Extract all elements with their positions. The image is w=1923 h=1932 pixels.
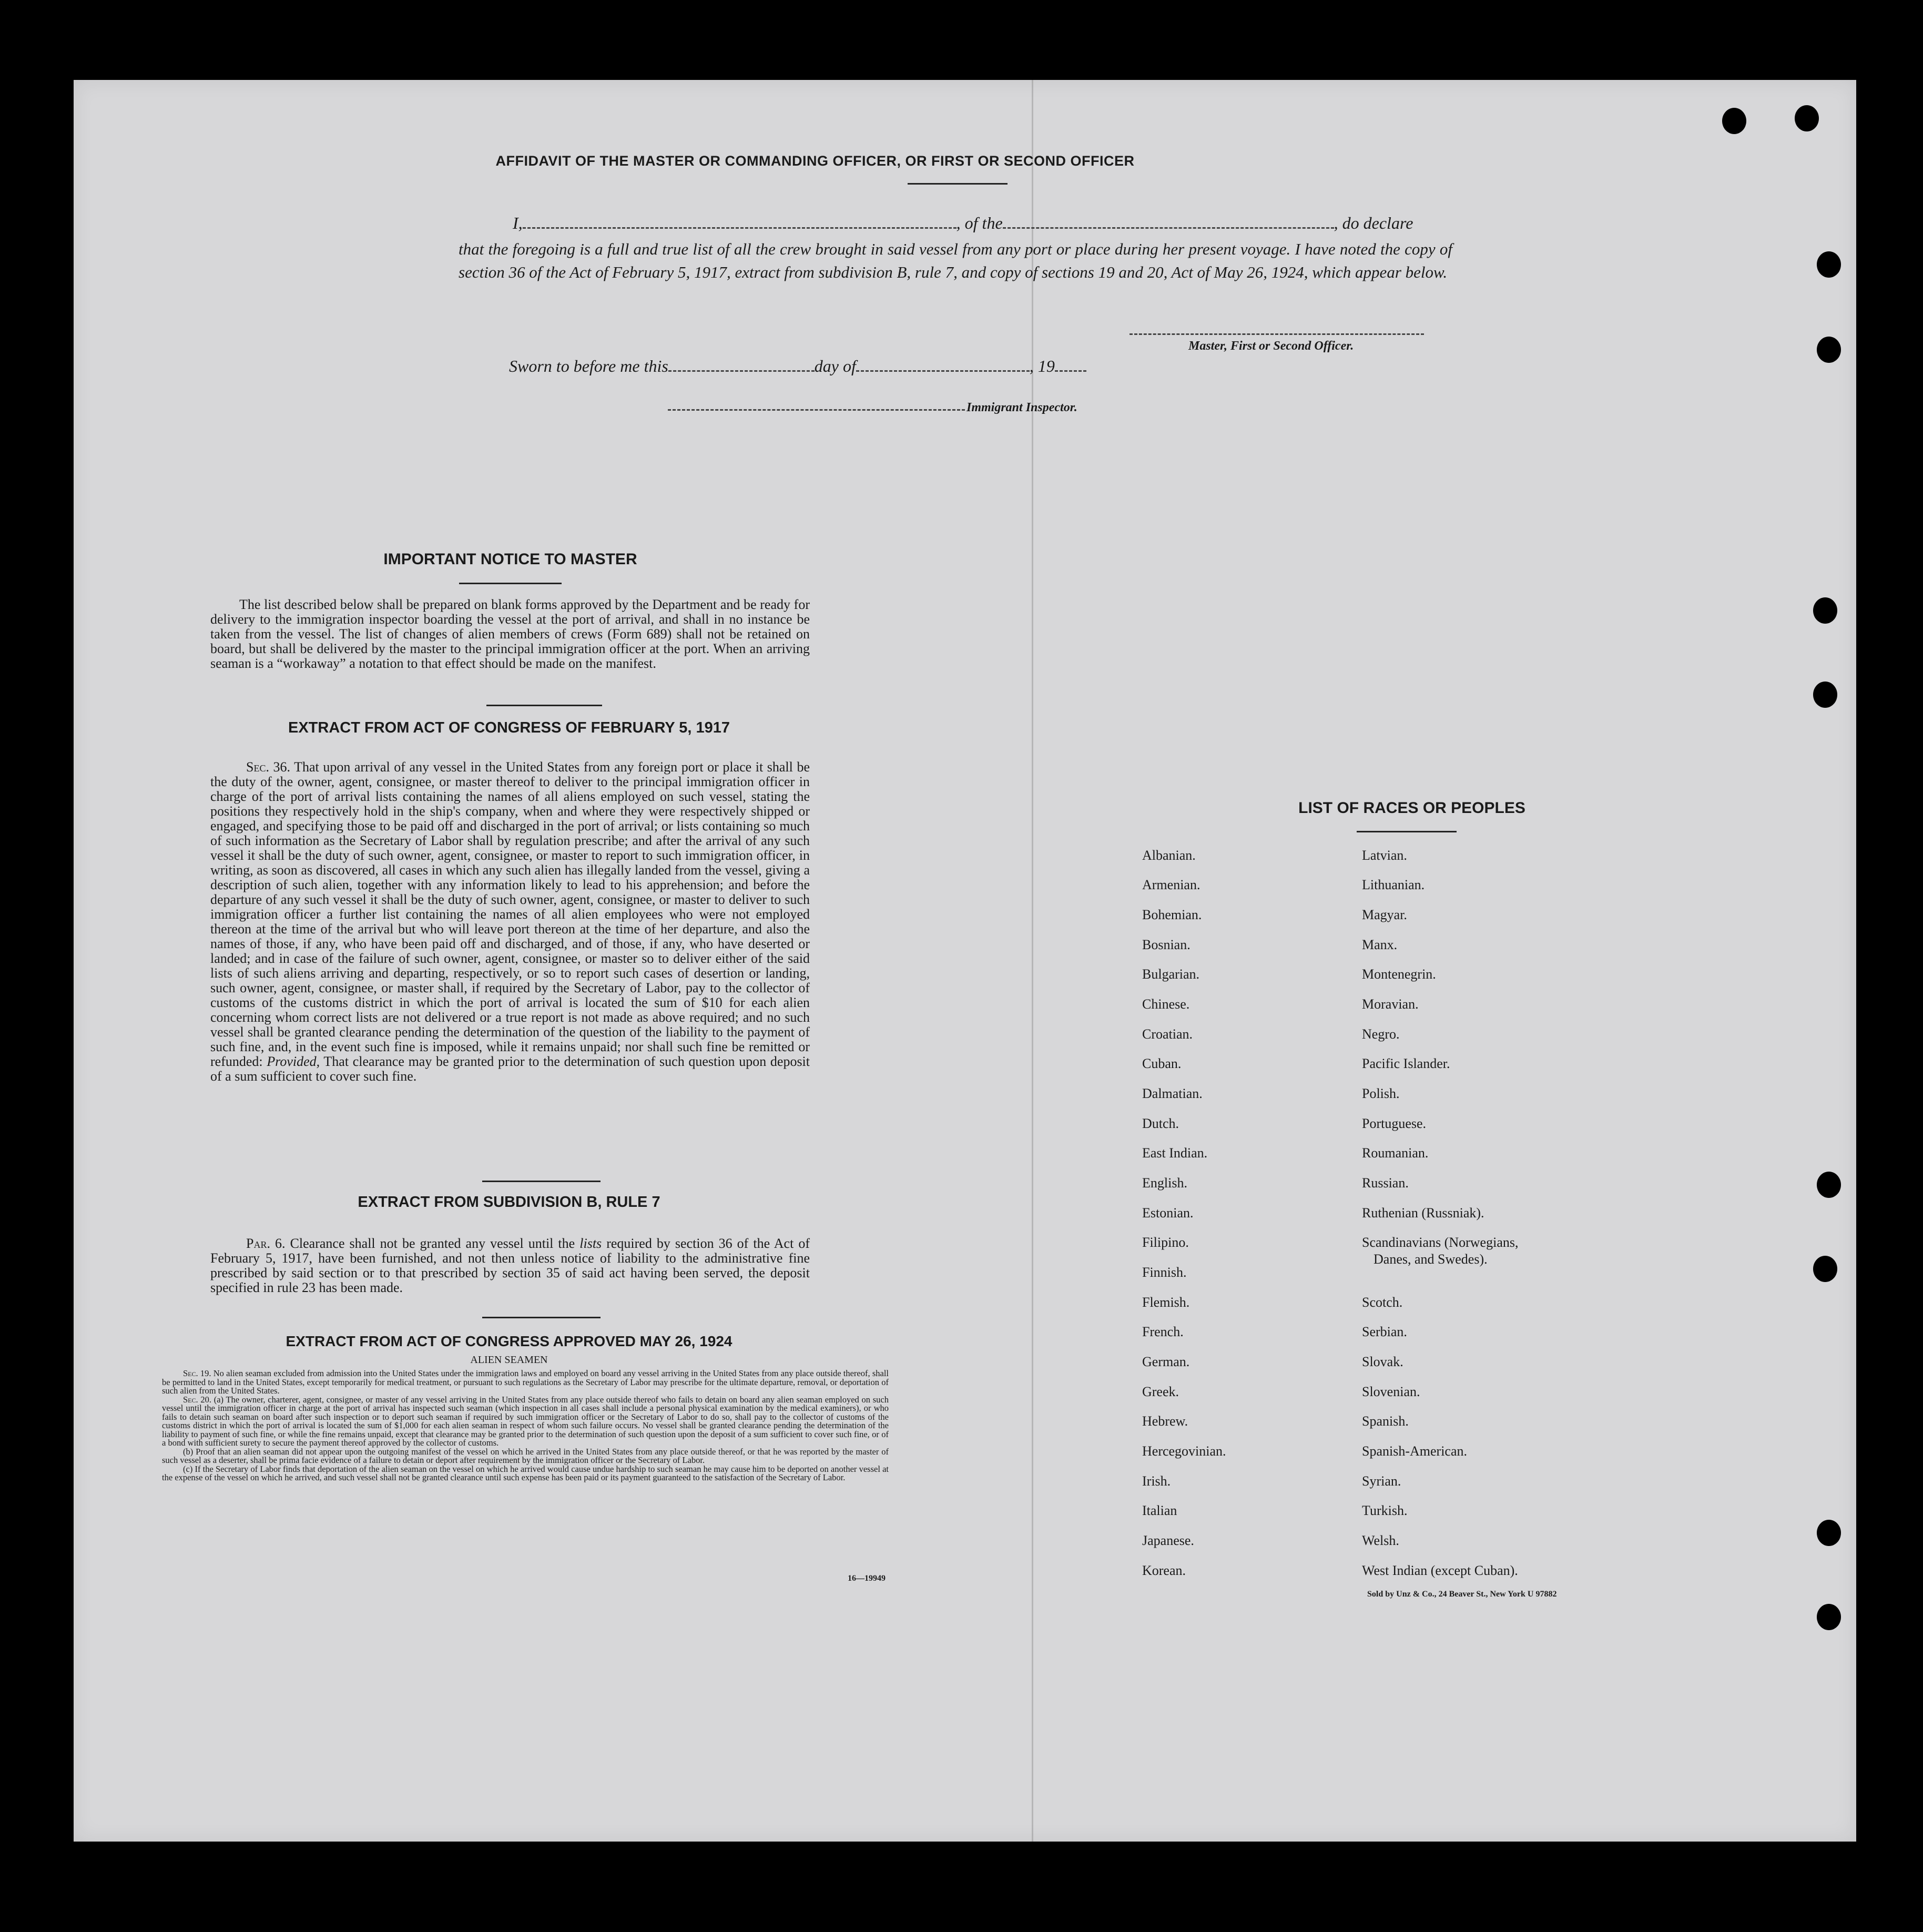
race-item: Dutch.: [1142, 1116, 1179, 1131]
sec-19-label: Sec. 19.: [183, 1368, 211, 1378]
race-item: Greek.: [1142, 1384, 1179, 1399]
race-item: English.: [1142, 1175, 1187, 1191]
race-item: Chinese.: [1142, 996, 1190, 1012]
inspector-label: Immigrant Inspector.: [966, 401, 1077, 414]
rule-7-body: [210, 1236, 810, 1295]
race-item: Japanese.: [1142, 1533, 1194, 1548]
sworn-day-of: day of: [814, 357, 856, 375]
punch-hole: [1817, 1520, 1841, 1546]
race-item: Croatian.: [1142, 1026, 1193, 1042]
sec-19-paragraph: [162, 1369, 889, 1396]
race-item: Armenian.: [1142, 877, 1200, 892]
race-item: Finnish.: [1142, 1265, 1187, 1280]
sec-20a-paragraph: [162, 1396, 889, 1448]
extract-1917-title: EXTRACT FROM ACT OF CONGRESS OF FEBRUARY 5, 1917: [288, 719, 730, 736]
extract-1924-body: [162, 1369, 889, 1482]
race-item: Montenegrin.: [1362, 967, 1436, 982]
affidavit-body: that the foregoing is a full and true list of all the crew brought in said vessel from any port or place during her present voyage. I have noted the copy of section 36 of the Act of February 5, 1917, extract from subdivision B, rule 7, and copy of sections 19 and 20, Act of May 26, 1924, which appear below.: [459, 240, 1452, 281]
race-item: West Indian (except Cuban).: [1362, 1563, 1518, 1578]
punch-hole: [1813, 682, 1837, 708]
affidavit-declare: , do declare: [1334, 213, 1413, 232]
affidavit-of-the: , of the: [956, 213, 1003, 232]
race-item: Russian.: [1362, 1175, 1409, 1191]
punch-hole: [1813, 597, 1837, 624]
race-item: Dalmatian.: [1142, 1086, 1203, 1101]
race-item: Latvian.: [1362, 848, 1407, 863]
race-item: Danes, and Swedes).: [1373, 1252, 1488, 1267]
race-item: German.: [1142, 1354, 1190, 1369]
sec-36-label: Sec. 36.: [246, 759, 291, 775]
race-item: Irish.: [1142, 1473, 1171, 1489]
extract-1924-title: EXTRACT FROM ACT OF CONGRESS APPROVED MAY 26, 1924: [286, 1333, 732, 1349]
race-item: Syrian.: [1362, 1473, 1401, 1489]
signature-line: [1130, 333, 1424, 335]
punch-hole: [1795, 105, 1819, 131]
race-item: Negro.: [1362, 1026, 1400, 1042]
race-item: Slovenian.: [1362, 1384, 1420, 1399]
punch-hole: [1813, 1256, 1837, 1282]
race-item: Korean.: [1142, 1563, 1186, 1578]
race-item: French.: [1142, 1324, 1184, 1339]
race-item: Pacific Islander.: [1362, 1056, 1450, 1071]
races-title: LIST OF RACES OR PEOPLES: [1298, 799, 1525, 817]
race-item: Flemish.: [1142, 1295, 1190, 1310]
sec-20b-paragraph: (b) Proof that an alien seaman did not appear upon the outgoing manifest of the vessel on which he arrived in the United States from any place outside thereof, or that he was reported by the master of such vessel as a deserter, shall be prima facie evidence of a failure to detain or deport after requirement by the immigration officer or the Secretary of Labor.: [162, 1446, 889, 1465]
race-item: Turkish.: [1362, 1503, 1408, 1518]
race-item: Manx.: [1362, 937, 1398, 952]
race-item: Hercegovinian.: [1142, 1443, 1226, 1459]
sworn-year: , 19: [1029, 357, 1055, 375]
race-item: Italian: [1142, 1503, 1177, 1518]
sec-20a-text: (a) The owner, charterer, agent, consignee, or master of any vessel arriving in the United States from any place outside thereof who fails to detain on board any alien seaman employed on such vessel until the immigration officer in charge at the port of arrival has inspected such seaman (which inspection in all cases shall include a personal physical examination by the medical examiners), or who fails to detain such seaman on board after such inspection or to deport such seaman if required by such immigration officer or the Secretary of Labor to do so, shall pay to the collector of customs of the customs district in which the port of arrival is located the sum of $1,000 for each alien seaman in respect of whom such failure occurs. No vessel shall be granted clearance pending the determination of the liability to payment of such fine, or while the fine remains unpaid, except that clearance may be granted prior to the determination of such question upon the deposit of a sum sufficient to cover such fine, or of a bond with sufficient surety to secure the payment thereof approved by the collector of customs.: [162, 1394, 889, 1448]
rule-7-title: EXTRACT FROM SUBDIVISION B, RULE 7: [358, 1194, 660, 1211]
section-rule: [482, 1181, 601, 1182]
affidavit-line-1: [513, 213, 1413, 233]
sec-19-text: No alien seaman excluded from admission into the United States under the immigration laws and employed on board any vessel arriving in the United States from any place outside thereof, shall be permitted to land in the United States, except temporarily for medical treatment, or pursuant to such regulations as the Secretary of Labor may prescribe for the ultimate departure, removal, or deportation of such alien from the United States.: [162, 1368, 889, 1396]
par-6-label: Par. 6.: [246, 1236, 286, 1251]
punch-hole: [1817, 1604, 1841, 1630]
race-item: Bulgarian.: [1142, 967, 1200, 982]
rule-7-text-a: Clearance shall not be granted any vessel until the: [290, 1236, 575, 1251]
race-item: Roumanian.: [1362, 1145, 1429, 1161]
alien-seamen-subtitle: ALIEN SEAMEN: [470, 1354, 548, 1366]
notice-title: IMPORTANT NOTICE TO MASTER: [383, 551, 637, 568]
notice-body: The list described below shall be prepared on blank forms approved by the Department and be ready for delivery to the immigration inspector boarding the vessel at the port of arrival, and shall in no instance be taken from the vessel. The list of changes of alien members of crews (Form 689) shall not be retained on board, but shall be delivered by the master to the principal immigration officer at the port. When an arriving seaman is a “workaway” a notation to that effect should be made on the manifest.: [210, 597, 810, 671]
lists-word: lists: [579, 1236, 602, 1251]
sworn-prefix: Sworn to before me this: [509, 357, 668, 375]
race-item: Spanish.: [1362, 1414, 1409, 1429]
fold-line: [1032, 80, 1033, 1842]
sec-36-text-end: That clearance may be granted prior to the determination of such question upon deposit of a sum sufficient to cover such fine.: [210, 1054, 810, 1084]
month-blank: [856, 359, 1030, 372]
race-item: Scotch.: [1362, 1295, 1403, 1310]
signature-label: Master, First or Second Officer.: [1188, 339, 1354, 353]
affidavit-i: I,: [513, 213, 523, 232]
race-item: Estonian.: [1142, 1205, 1194, 1221]
race-item: Filipino.: [1142, 1235, 1189, 1250]
punch-hole: [1817, 251, 1841, 278]
race-item: Bosnian.: [1142, 937, 1191, 952]
day-blank: [668, 359, 815, 372]
vessel-blank: [1003, 216, 1334, 229]
section-rule: [486, 705, 602, 706]
race-item: Portuguese.: [1362, 1116, 1427, 1131]
race-item: Polish.: [1362, 1086, 1400, 1101]
sworn-line: [509, 357, 1086, 376]
sec-20-label: Sec. 20.: [183, 1394, 211, 1405]
race-item: Lithuanian.: [1362, 877, 1425, 892]
sec-36-text: That upon arrival of any vessel in the United States from any foreign port or place it shall be the duty of the owner, agent, consignee, or master thereof to deliver to the principal immigration officer in charge of the port of arrival lists containing the names of all aliens employed on such vessel, stating the positions they respectively hold in the ship's company, when and where they were respectively shipped or engaged, and specifying those to be paid off and discharged in the port of arrival; or lists containing so much of such information as the Secretary of Labor shall by regulation prescribe; and after the arrival of any such vessel it shall be the duty of such owner, agent, consignee, or master to report to such immigration officer, in writing, as soon as discovered, all cases in which any such alien has illegally landed from the vessel, giving a description of such alien, together with any information likely to lead to his apprehension; and before the departure of any such vessel it shall be the duty of such owner, agent, consignee, or master to deliver to such immigration officer a further list containing the names of all alien employees who were not employed thereon at the time of the arrival but who will leave port thereon at the time of her departure, and also the names of those, if any, who have been paid off and discharged, and of those, if any, who have deserted or landed; and in case of the failure of such owner, agent, consignee, or master so to deliver either of the said lists of such aliens arriving and departing, respectively, or so to report such cases of desertion or landing, such owner, agent, consignee, or master shall, if required by the Secretary of Labor, pay to the collector of customs of the customs district in which the port of arrival is located the sum of $10 for each alien concerning whom correct lists are not delivered or a true report is not made as above required; and no such vessel shall be granted clearance pending the determination of the question of the liability to the payment of such fine, and, in the event such fine is imposed, while it remains unpaid; nor shall such fine be remitted or refunded:: [210, 759, 810, 1069]
inspector-line: [668, 409, 965, 411]
race-item: Welsh.: [1362, 1533, 1399, 1548]
name-blank: [523, 216, 957, 229]
sold-by-note: Sold by Unz & Co., 24 Beaver St., New York U 97882: [1367, 1590, 1557, 1599]
race-item: Magyar.: [1362, 907, 1407, 922]
race-item: Spanish-American.: [1362, 1443, 1468, 1459]
race-item: Cuban.: [1142, 1056, 1182, 1071]
race-item: Hebrew.: [1142, 1414, 1188, 1429]
extract-1917-body: [210, 760, 810, 1084]
form-number: 16—19949: [848, 1574, 886, 1583]
race-item: Scandinavians (Norwegians,: [1362, 1235, 1519, 1250]
notice-rule: [459, 583, 562, 584]
provided-word: Provided,: [267, 1054, 320, 1069]
sec-20c-paragraph: (c) If the Secretary of Labor finds that deportation of the alien seaman on the vessel on which he arrived would cause undue hardship to such seaman he may cause him to be deported on another vessel at the expense of the vessel on which he arrived, and such vessel shall not be granted clearance until such expense has been paid or its payment guaranteed to the satisfaction of the Secretary of Labor.: [162, 1463, 889, 1482]
title-rule: [908, 183, 1008, 185]
races-rule: [1357, 831, 1457, 832]
section-rule: [482, 1317, 601, 1318]
race-item: Ruthenian (Russniak).: [1362, 1205, 1484, 1221]
race-item: Albanian.: [1142, 848, 1196, 863]
affidavit-title: AFFIDAVIT OF THE MASTER OR COMMANDING OFFICER, OR FIRST OR SECOND OFFICER: [495, 153, 1135, 169]
race-item: Serbian.: [1362, 1324, 1407, 1339]
race-item: Slovak.: [1362, 1354, 1403, 1369]
race-item: Moravian.: [1362, 996, 1419, 1012]
race-item: Bohemian.: [1142, 907, 1202, 922]
year-blank: [1055, 359, 1086, 372]
punch-hole: [1817, 337, 1841, 363]
punch-hole: [1722, 108, 1746, 134]
punch-hole: [1817, 1172, 1841, 1198]
rule-7-text-b: required by section 36 of the Act of February 5, 1917, have been furnished, and not then unless notice of liability to the administrative fine prescribed by said section or to that prescribed by section 35 of said act having been served, the deposit specified in rule 23 has been made.: [210, 1236, 810, 1295]
race-item: East Indian.: [1142, 1145, 1208, 1161]
